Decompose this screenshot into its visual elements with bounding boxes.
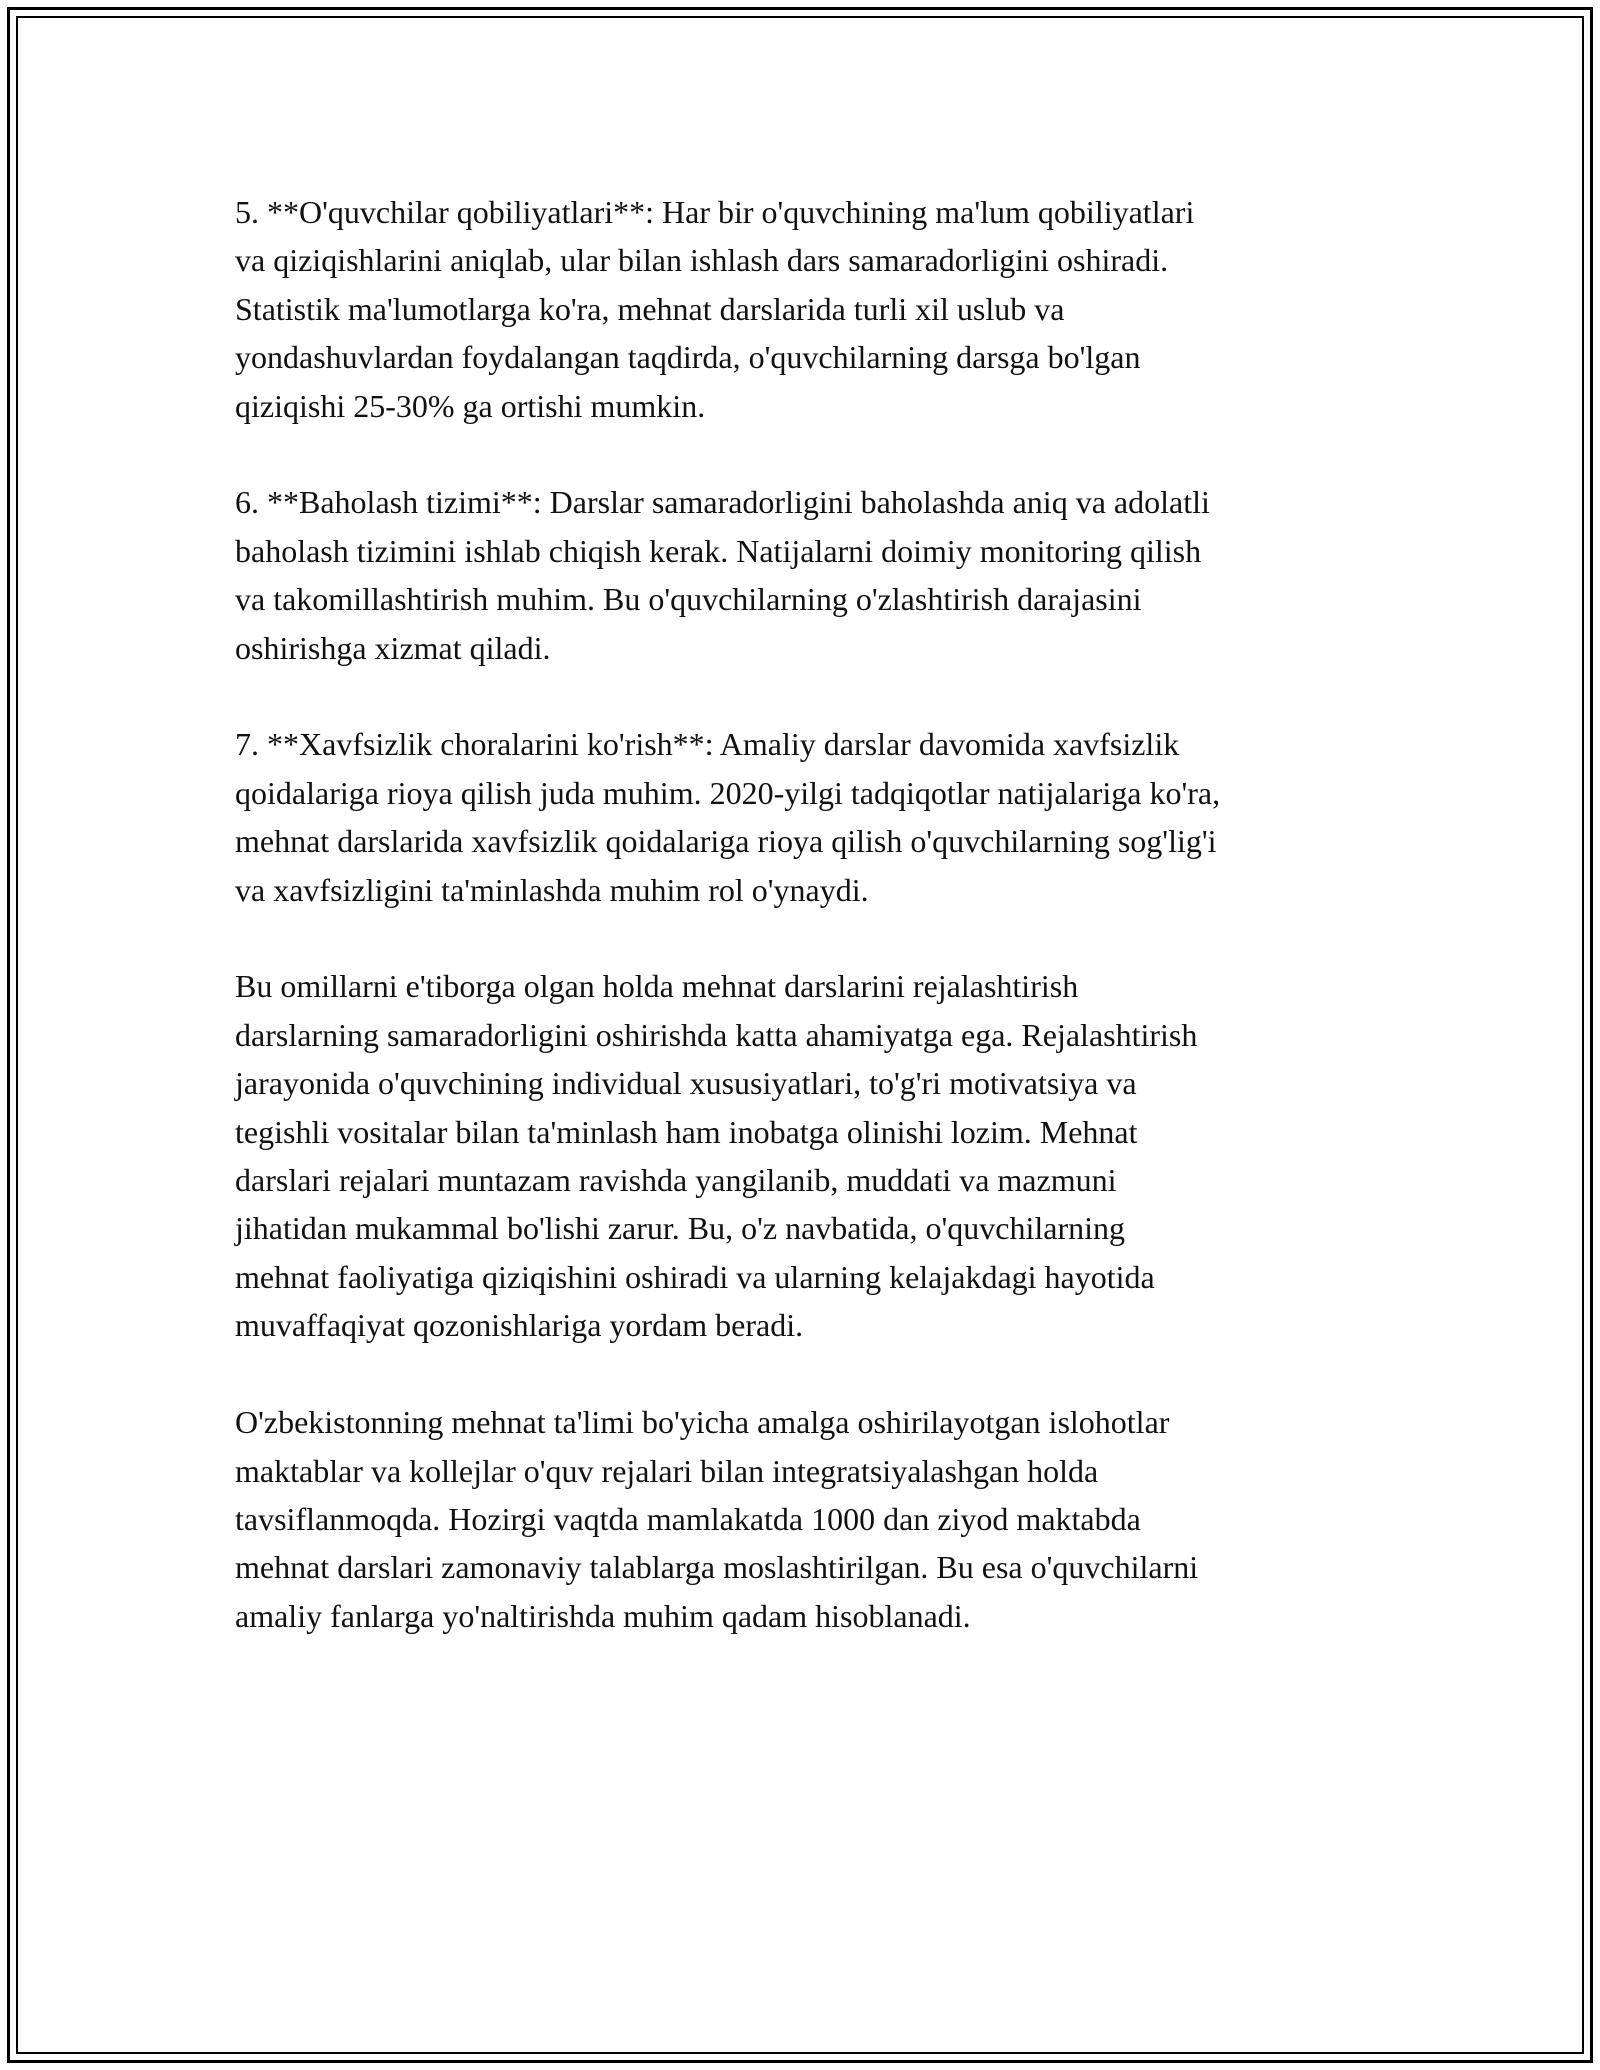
- text-line: Bu omillarni e'tiborga olgan holda mehnat darslarini rejalashtirish: [235, 968, 1079, 1005]
- text-line: mehnat darslarida xavfsizlik qoidalariga rioya qilish o'quvchilarning sog'lig'i: [235, 823, 1217, 860]
- text-line: muvaffaqiyat qozonishlariga yordam beradi.: [235, 1307, 804, 1344]
- text-line: oshirishga xizmat qiladi.: [235, 629, 551, 666]
- text-line: darslarning samaradorligini oshirishda katta ahamiyatga ega. Rejalashtirish: [235, 1016, 1198, 1053]
- text-line: baholash tizimini ishlab chiqish kerak. Natijalarni doimiy monitoring qilish: [235, 532, 1202, 569]
- text-line: yondashuvlardan foydalangan taqdirda, o'quvchilarning darsga bo'lgan: [235, 339, 1141, 376]
- text-line: tavsiflanmoqda. Hozirgi vaqtda mamlakatda 1000 dan ziyod maktabda: [235, 1500, 1141, 1537]
- text-line: mehnat darslari zamonaviy talablarga moslashtirilgan. Bu esa o'quvchilarni: [235, 1549, 1199, 1586]
- document-body: [235, 188, 1375, 1640]
- text-line: qoidalariga rioya qilish juda muhim. 2020-yilgi tadqiqotlar natijalariga ko'ra,: [235, 774, 1221, 811]
- paragraph-oquvchilar-qobiliyatlari: [235, 188, 1375, 430]
- text-line: 7. **Xavfsizlik choralarini ko'rish**: Amaliy darslar davomida xavfsizlik: [235, 726, 1180, 763]
- text-line: jihatidan mukammal bo'lishi zarur. Bu, o'z navbatida, o'quvchilarning: [235, 1210, 1125, 1247]
- text-line: va takomillashtirish muhim. Bu o'quvchilarning o'zlashtirish darajasini: [235, 581, 1142, 618]
- text-line: maktablar va kollejlar o'quv rejalari bilan integratsiyalashgan holda: [235, 1452, 1099, 1489]
- text-line: 6. **Baholash tizimi**: Darslar samaradorligini baholashda aniq va adolatli: [235, 484, 1210, 521]
- text-line: Statistik ma'lumotlarga ko'ra, mehnat darslarida turli xil uslub va: [235, 290, 1065, 327]
- paragraph-ozbekiston-islohotlar: [235, 1398, 1375, 1640]
- text-line: tegishli vositalar bilan ta'minlash ham inobatga olinishi lozim. Mehnat: [235, 1113, 1138, 1150]
- text-line: qiziqishi 25-30% ga ortishi mumkin.: [235, 387, 706, 424]
- text-line: va xavfsizligini ta'minlashda muhim rol o'ynaydi.: [235, 871, 869, 908]
- text-line: mehnat faoliyatiga qiziqishini oshiradi va ularning kelajakdagi hayotida: [235, 1258, 1155, 1295]
- text-line: 5. **O'quvchilar qobiliyatlari**: Har bir o'quvchining ma'lum qobiliyatlari: [235, 194, 1195, 230]
- text-line: darslari rejalari muntazam ravishda yangilanib, muddati va mazmuni: [235, 1162, 1117, 1199]
- text-line: O'zbekistonning mehnat ta'limi bo'yicha amalga oshirilayotgan islohotlar: [235, 1404, 1170, 1441]
- text-line: jarayonida o'quvchining individual xususiyatlari, to'g'ri motivatsiya va: [235, 1065, 1137, 1102]
- text-line: va qiziqishlarini aniqlab, ular bilan ishlash dars samaradorligini oshiradi.: [235, 242, 1169, 279]
- text-line: amaliy fanlarga yo'naltirishda muhim qadam hisoblanadi.: [235, 1597, 971, 1634]
- paragraph-xavfsizlik-choralari: [235, 720, 1375, 914]
- paragraph-omillar-xulosa: [235, 962, 1375, 1349]
- paragraph-baholash-tizimi: [235, 478, 1375, 672]
